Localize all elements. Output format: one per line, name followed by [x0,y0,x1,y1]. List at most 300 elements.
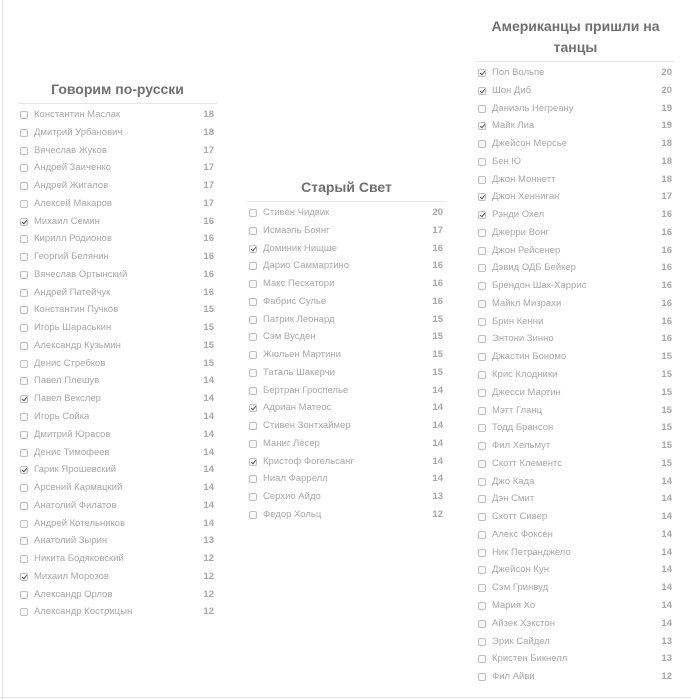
player-name: Анатолий Филатов [34,499,117,511]
player-row[interactable] [476,563,675,581]
player-name: Брин Кенни [492,315,544,327]
player-checkbox[interactable] [478,264,486,272]
player-row[interactable] [18,552,217,570]
player-row[interactable] [18,374,217,392]
column-title: Старый Свет [301,179,392,195]
player-checkbox[interactable] [478,300,486,308]
player-count: 15 [432,331,443,343]
player-count: 12 [661,671,672,683]
player-checkbox[interactable] [478,584,486,592]
player-count: 14 [203,393,214,405]
player-checkbox[interactable] [20,484,28,492]
player-row[interactable] [476,350,675,368]
player-checkbox[interactable] [249,458,257,466]
player-row[interactable] [476,386,675,404]
player-name: Алексей Макаров [34,197,112,209]
player-count: 14 [661,582,672,594]
player-name: Исмаэль Боянг [263,224,330,236]
player-row[interactable] [476,155,675,173]
player-name: Константин Пучков [34,304,119,316]
player-row[interactable] [18,446,217,464]
player-name: Михаил Морозов [34,570,109,582]
player-count: 14 [661,617,672,629]
player-checkbox[interactable] [478,424,486,432]
player-count: 14 [203,517,214,529]
player-count: 16 [661,244,672,256]
player-checkbox[interactable] [478,460,486,468]
player-name: Майк Лиа [492,120,535,132]
player-row[interactable] [18,392,217,410]
player-name: Анатолий Зырин [34,535,108,547]
player-row[interactable] [18,481,217,499]
player-checkbox[interactable] [20,324,28,332]
player-count: 15 [661,422,672,434]
player-row[interactable] [247,401,446,419]
player-checkbox[interactable] [478,531,486,539]
player-count: 17 [203,197,214,209]
player-row[interactable] [476,137,675,155]
player-row[interactable] [18,428,217,446]
player-checkbox[interactable] [249,351,257,359]
player-checkbox[interactable] [249,298,257,306]
player-count: 17 [203,144,214,156]
player-row[interactable] [476,475,675,493]
player-row[interactable] [476,261,675,279]
player-name: Шон Диб [492,84,532,96]
player-checkbox[interactable] [20,413,28,421]
player-row[interactable] [18,588,217,606]
player-count: 15 [432,349,443,361]
player-count: 12 [203,553,214,565]
player-name: Бертран Гроспелье [263,384,349,396]
player-count: 14 [661,528,672,540]
player-name: Мария Хо [492,599,536,611]
player-name: Дмитрий Урбанович [34,126,123,138]
player-row[interactable] [18,126,217,144]
player-checkbox[interactable] [478,478,486,486]
player-row[interactable] [476,66,675,84]
player-count: 12 [203,606,214,618]
player-checkbox[interactable] [478,673,486,681]
player-row[interactable] [18,144,217,162]
player-row[interactable] [476,297,675,315]
player-count: 14 [203,464,214,476]
player-checkbox[interactable] [478,87,486,95]
player-count: 16 [432,242,443,254]
player-checkbox[interactable] [478,247,486,255]
player-row[interactable] [476,173,675,191]
player-list [18,108,217,623]
player-row[interactable] [476,546,675,564]
player-count: 17 [661,191,672,203]
player-row[interactable] [476,581,675,599]
player-checkbox[interactable] [20,555,28,563]
player-checkbox[interactable] [20,360,28,368]
player-row[interactable] [18,197,217,215]
player-row[interactable] [247,277,446,295]
player-checkbox[interactable] [20,377,28,385]
player-name: Мэтт Гланц [492,404,543,416]
player-checkbox[interactable] [249,440,257,448]
player-name: Павел Плешув [34,375,100,387]
player-name: Джейсон Мерсье [492,138,567,150]
player-row[interactable] [247,259,446,277]
player-name: Адриан Матеос [263,402,332,414]
player-checkbox[interactable] [249,316,257,324]
player-name: Гарик Ярошевский [34,464,117,476]
player-name: Ник Петранджело [492,546,571,558]
player-name: Никита Бодяковский [34,553,124,565]
player-checkbox[interactable] [478,229,486,237]
player-name: Фил Хельмут [492,440,551,452]
player-row[interactable] [247,419,446,437]
player-row[interactable] [476,244,675,262]
player-name: Игорь Сойка [34,411,90,423]
player-row[interactable] [476,102,675,120]
player-checkbox[interactable] [478,495,486,503]
player-checkbox[interactable] [249,280,257,288]
player-count: 12 [203,588,214,600]
player-row[interactable] [247,295,446,313]
player-count: 16 [203,268,214,280]
player-checkbox[interactable] [20,182,28,190]
player-name: Жюльен Мартини [263,349,341,361]
player-count: 17 [203,180,214,192]
player-checkbox[interactable] [20,431,28,439]
player-row[interactable] [18,339,217,357]
player-checkbox[interactable] [478,549,486,557]
player-count: 20 [661,84,672,96]
player-name: Сэм Гринвуд [492,582,549,594]
player-checkbox[interactable] [20,573,28,581]
player-name: Джо Када [492,475,535,487]
player-row[interactable] [247,472,446,490]
player-name: Андрей Заиченко [34,162,111,174]
player-row[interactable] [18,268,217,286]
player-checkbox[interactable] [478,318,486,326]
player-checkbox[interactable] [478,442,486,450]
player-count: 15 [203,322,214,334]
player-name: Александр Кострицын [34,606,133,618]
player-name: Дарио Саммартино [263,260,350,272]
player-checkbox[interactable] [20,608,28,616]
player-name: Фил Айви [492,671,535,683]
player-name: Джесси Мартин [492,386,561,398]
player-row[interactable] [476,208,675,226]
player-count: 13 [661,653,672,665]
player-row[interactable] [476,226,675,244]
player-row[interactable] [247,348,446,366]
player-checkbox[interactable] [478,193,486,201]
player-count: 18 [203,109,214,120]
player-row[interactable] [476,510,675,528]
player-name: Скотт Сивер [492,511,548,523]
player-name: Джон Хеннигaн [492,191,560,203]
player-name: Бен Ю [492,155,522,167]
player-count: 20 [661,67,672,78]
player-count: 14 [661,475,672,487]
player-count: 16 [203,215,214,227]
player-row[interactable] [247,224,446,242]
player-count: 12 [203,570,214,582]
player-row[interactable] [18,499,217,517]
player-checkbox[interactable] [249,209,257,217]
player-checkbox[interactable] [249,369,257,377]
player-name: Крис Клодники [492,369,558,381]
player-row[interactable] [476,279,675,297]
player-name: Даниэль Негреану [492,102,574,114]
player-checkbox[interactable] [478,122,486,130]
player-checkbox[interactable] [478,353,486,361]
player-name: Андрей Котельников [34,517,126,529]
player-row[interactable] [18,250,217,268]
player-checkbox[interactable] [478,105,486,113]
player-checkbox[interactable] [478,371,486,379]
player-name: Игорь Шараськин [34,322,112,334]
player-count: 18 [661,173,672,185]
player-count: 16 [661,333,672,345]
player-count: 14 [661,511,672,523]
player-row[interactable] [476,119,675,137]
player-checkbox[interactable] [478,335,486,343]
player-checkbox[interactable] [478,513,486,521]
player-row[interactable] [18,303,217,321]
player-row[interactable] [476,457,675,475]
player-row[interactable] [476,439,675,457]
player-name: Таталь Шакерчи [263,366,335,378]
player-checkbox[interactable] [478,158,486,166]
player-name: Джон Моннетт [492,173,556,185]
player-row[interactable] [476,670,675,688]
player-checkbox[interactable] [20,289,28,297]
player-row[interactable] [476,404,675,422]
player-name: Сэм Вусден [263,331,316,343]
player-count: 14 [203,446,214,458]
player-count: 19 [661,120,672,132]
player-name: Михаил Семин [34,215,100,227]
player-count: 15 [661,404,672,416]
player-checkbox[interactable] [20,466,28,474]
player-count: 14 [203,428,214,440]
player-row[interactable] [247,242,446,260]
player-checkbox[interactable] [20,591,28,599]
player-checkbox[interactable] [249,262,257,270]
player-row[interactable] [18,534,217,552]
player-row[interactable] [247,455,446,473]
player-row[interactable] [476,528,675,546]
player-count: 15 [661,351,672,363]
player-row[interactable] [247,313,446,331]
player-count: 14 [203,411,214,423]
player-checkbox[interactable] [478,620,486,628]
panel-left-border [2,0,3,700]
player-row[interactable] [476,492,675,510]
player-checkbox[interactable] [478,655,486,663]
player-name: Айзек Хэкстон [492,617,555,629]
player-count: 15 [432,313,443,325]
player-checkbox[interactable] [478,638,486,646]
player-checkbox[interactable] [20,342,28,350]
player-checkbox[interactable] [20,218,28,226]
player-row[interactable] [247,490,446,508]
column-divider [247,201,446,202]
player-checkbox[interactable] [249,493,257,501]
player-row[interactable] [476,421,675,439]
player-checkbox[interactable] [249,422,257,430]
player-count: 16 [661,315,672,327]
player-checkbox[interactable] [249,404,257,412]
player-count: 13 [432,491,443,503]
player-count: 16 [432,278,443,290]
player-row[interactable] [476,368,675,386]
player-row[interactable] [476,332,675,350]
player-checkbox[interactable] [20,306,28,314]
player-list [476,66,675,688]
panel-bottom-border [0,697,691,698]
player-checkbox[interactable] [478,176,486,184]
player-checkbox[interactable] [20,395,28,403]
player-row[interactable] [476,652,675,670]
player-checkbox[interactable] [20,537,28,545]
player-row[interactable] [247,437,446,455]
column-divider [18,103,217,104]
player-row[interactable] [247,206,446,224]
player-count: 16 [203,251,214,263]
player-count: 15 [661,440,672,452]
player-checkbox[interactable] [249,475,257,483]
player-row[interactable] [476,84,675,102]
player-name: Стивен Чидвик [263,207,330,218]
player-row[interactable] [247,330,446,348]
player-checkbox[interactable] [20,271,28,279]
player-checkbox[interactable] [20,449,28,457]
player-row[interactable] [247,508,446,526]
player-count: 16 [203,233,214,245]
player-name: Рэнди Охел [492,209,545,221]
player-count: 16 [661,209,672,221]
player-count: 20 [432,207,443,218]
player-row[interactable] [476,599,675,617]
player-count: 18 [661,155,672,167]
player-checkbox[interactable] [478,566,486,574]
player-checkbox[interactable] [249,227,257,235]
player-row[interactable] [18,232,217,250]
column-russian [18,79,217,623]
player-count: 14 [661,599,672,611]
player-checkbox[interactable] [20,111,28,119]
player-count: 15 [203,357,214,369]
player-row[interactable] [247,384,446,402]
player-checkbox[interactable] [20,200,28,208]
player-row[interactable] [18,410,217,428]
player-checkbox[interactable] [478,69,486,77]
player-name: Эрик Сайдел [492,635,550,647]
column-title: Говорим по-русски [51,81,184,97]
player-checkbox[interactable] [478,389,486,397]
player-name: Джерри Вонг [492,226,549,238]
player-row[interactable] [476,190,675,208]
player-count: 14 [203,499,214,511]
player-checkbox[interactable] [249,387,257,395]
player-count: 14 [203,375,214,387]
player-row[interactable] [18,517,217,535]
player-count: 14 [203,482,214,494]
player-name: Алекс Фоксен [492,528,553,540]
player-count: 16 [203,286,214,298]
player-checkbox[interactable] [20,253,28,261]
player-row[interactable] [18,357,217,375]
player-checkbox[interactable] [478,211,486,219]
player-checkbox[interactable] [20,502,28,510]
player-row[interactable] [18,321,217,339]
player-checkbox[interactable] [249,511,257,519]
player-name: Денис Стребков [34,357,106,369]
player-name: Дэвид ОДБ Бейкер [492,262,576,274]
player-name: Пол Вольпе [492,67,545,78]
player-checkbox[interactable] [20,129,28,137]
player-row[interactable] [18,286,217,304]
player-count: 16 [661,262,672,274]
player-name: Джон Рейсенер [492,244,561,256]
player-name: Патрик Леонард [263,313,335,325]
column-americans [476,16,675,688]
player-count: 15 [661,369,672,381]
player-count: 14 [432,455,443,467]
player-list [247,206,446,526]
player-name: Павел Векслер [34,393,101,405]
player-row[interactable] [18,215,217,233]
player-row[interactable] [18,161,217,179]
player-count: 16 [661,280,672,292]
player-checkbox[interactable] [20,147,28,155]
player-checkbox[interactable] [20,520,28,528]
player-count: 15 [432,366,443,378]
player-checkbox[interactable] [478,140,486,148]
player-name: Джейсон Кун [492,564,549,576]
player-checkbox[interactable] [20,235,28,243]
player-name: Андрей Жигалов [34,180,109,192]
player-row[interactable] [476,617,675,635]
player-name: Александр Орлов [34,588,113,600]
column-title: Американцы пришли на танцы [491,18,660,55]
player-name: Кристен Бикнелл [492,653,568,665]
player-count: 14 [432,402,443,414]
player-row[interactable] [18,108,217,126]
player-name: Вячеслав Жуков [34,144,107,156]
player-checkbox[interactable] [478,602,486,610]
player-row[interactable] [18,605,217,623]
player-checkbox[interactable] [478,282,486,290]
player-checkbox[interactable] [249,333,257,341]
player-name: Макс Пескатори [263,278,335,290]
player-count: 16 [661,226,672,238]
player-checkbox[interactable] [249,245,257,253]
player-name: Константин Маслак [34,109,121,120]
player-row[interactable] [18,570,217,588]
player-count: 13 [203,535,214,547]
player-count: 12 [432,509,443,521]
player-row[interactable] [247,366,446,384]
player-row[interactable] [18,179,217,197]
player-name: Денис Тимофеев [34,446,110,458]
player-row[interactable] [476,315,675,333]
player-checkbox[interactable] [478,407,486,415]
player-name: Доминик Нищше [263,242,337,254]
player-row[interactable] [18,463,217,481]
player-checkbox[interactable] [20,164,28,172]
player-name: Серхио Айдо [263,491,321,503]
player-row[interactable] [476,635,675,653]
